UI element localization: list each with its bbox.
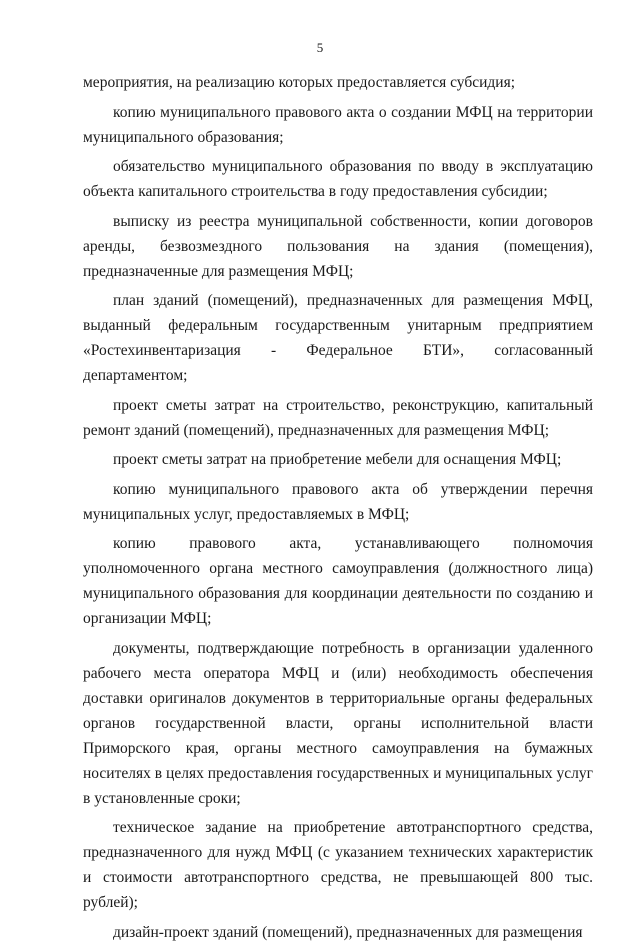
document-body: [83, 70, 593, 949]
paragraph: копию правового акта, устанавливающего полномочия уполномоченного органа местного самоуправления (должностного лица) муниципального образования для координации деятельности по созданию и организации МФЦ;: [83, 535, 593, 627]
paragraph: документы, подтверждающие потребность в организации удаленного рабочего места оператора МФЦ и (или) необходимость обеспечения доставки оригиналов документов в территориальные органы федеральных органов государственной власти, органы исполнительной власти Приморского края, органы местного самоуправления на бумажных носителях в целях предоставления государственных и муниципальных услуг в установленные сроки;: [83, 639, 593, 807]
paragraph: план зданий (помещений), предназначенных для размещения МФЦ, выданный федеральным государственным унитарным предприятием «Ростехинвентаризация - Федеральное БТИ», согласованный департаментом;: [83, 292, 593, 384]
paragraph: обязательство муниципального образования по вводу в эксплуатацию объекта капитального строительства в году предоставления субсидии;: [83, 158, 593, 200]
paragraph: мероприятия, на реализацию которых предоставляется субсидия;: [83, 74, 516, 91]
paragraph: копию муниципального правового акта об утверждении перечня муниципальных услуг, предоставляемых в МФЦ;: [83, 480, 593, 523]
paragraph: проект сметы затрат на приобретение мебели для оснащения МФЦ;: [113, 451, 562, 468]
paragraph: копию муниципального правового акта о создании МФЦ на территории муниципального образования;: [83, 103, 593, 146]
page-number: 5: [316, 40, 324, 55]
paragraph: выписку из реестра муниципальной собственности, копии договоров аренды, безвозмездного пользования на здания (помещения), предназначенные для размещения МФЦ;: [83, 212, 593, 280]
paragraph: дизайн-проект зданий (помещений), предназначенных для размещения: [113, 923, 583, 941]
paragraph: проект сметы затрат на строительство, реконструкцию, капитальный ремонт зданий (помещений), предназначенных для размещения МФЦ;: [83, 396, 593, 439]
paragraph: техническое задание на приобретение автотранспортного средства, предназначенного для нужд МФЦ (с указанием технических характеристик и стоимости автотранспортного средства, не превышающей 800 тыс. рублей);: [83, 819, 593, 911]
